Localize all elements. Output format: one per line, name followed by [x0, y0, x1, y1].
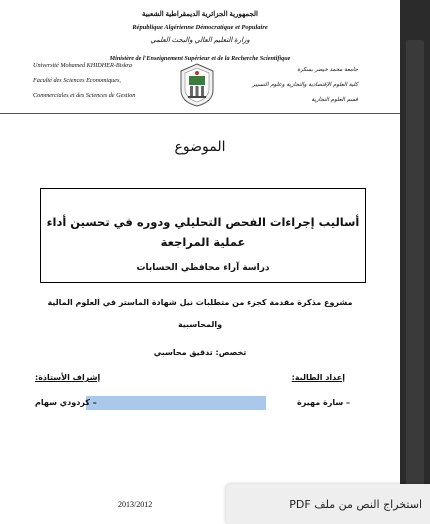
fr-faculty-line2: Commerciales et des Sciences de Gestion [33, 92, 136, 99]
title-line2: عملية المراجعة [160, 235, 246, 249]
memo-line1: مشروع مذكرة مقدمة كجزء من متطلبات نيل شهادة الماستر في العلوم المالية [47, 298, 353, 307]
title-line1: أساليب إجراءات الفحص التحليلي ودوره في تحسين أداء [46, 215, 360, 229]
header-ar-republic: الجمهورية الجزائرية الديمقراطية الشعبية [142, 10, 258, 18]
extract-text-popup[interactable] [226, 484, 430, 524]
header-fr-republic: République Algérienne Démocratique et Populaire [132, 24, 268, 31]
academic-year: 2013/2012 [118, 500, 153, 509]
memo-line2: والمحاسبية [177, 320, 223, 329]
student-name: – سارة مهيرة [297, 398, 350, 407]
ar-university: جامعة محمد خيضر بسكرة [297, 67, 358, 73]
header-fr-ministry: Ministère de l'Enseignement Supérieur et de la Recherche Scientifique [109, 55, 291, 62]
text-selection-highlight[interactable] [86, 396, 266, 410]
supervisor-name: – كردودي سهام [35, 398, 97, 407]
scrollbar-thumb[interactable] [406, 40, 424, 500]
ar-faculty: كلية العلوم الإقتصادية والتجارية وعلوم التسيير [252, 82, 358, 88]
header-ar-institution [208, 66, 358, 111]
header-ar-ministry: وزارة التعليم العالي والبحث العلمي [150, 36, 250, 44]
student-label: إعداد الطالبة: [291, 373, 345, 382]
subject-label: الموضوع [174, 139, 226, 155]
supervisor-label: إشراف الأستاذة: [35, 373, 101, 382]
header-fr-institution [33, 62, 183, 107]
fr-faculty-line1: Faculté des Sciences Economiques, [33, 77, 121, 84]
ar-department: قسم العلوم التجارية [311, 97, 358, 103]
extract-text-label[interactable]: استخراج النص من ملف PDF [289, 498, 422, 511]
title-box [40, 188, 366, 283]
specialty: تخصص: تدقيق محاسبي [153, 348, 247, 357]
fr-university: Université Mohamed KHIDHER-Biskra [33, 62, 132, 69]
title-subtitle: دراسة آراء محافظي الحسابات [136, 263, 270, 273]
header-divider [0, 113, 400, 114]
